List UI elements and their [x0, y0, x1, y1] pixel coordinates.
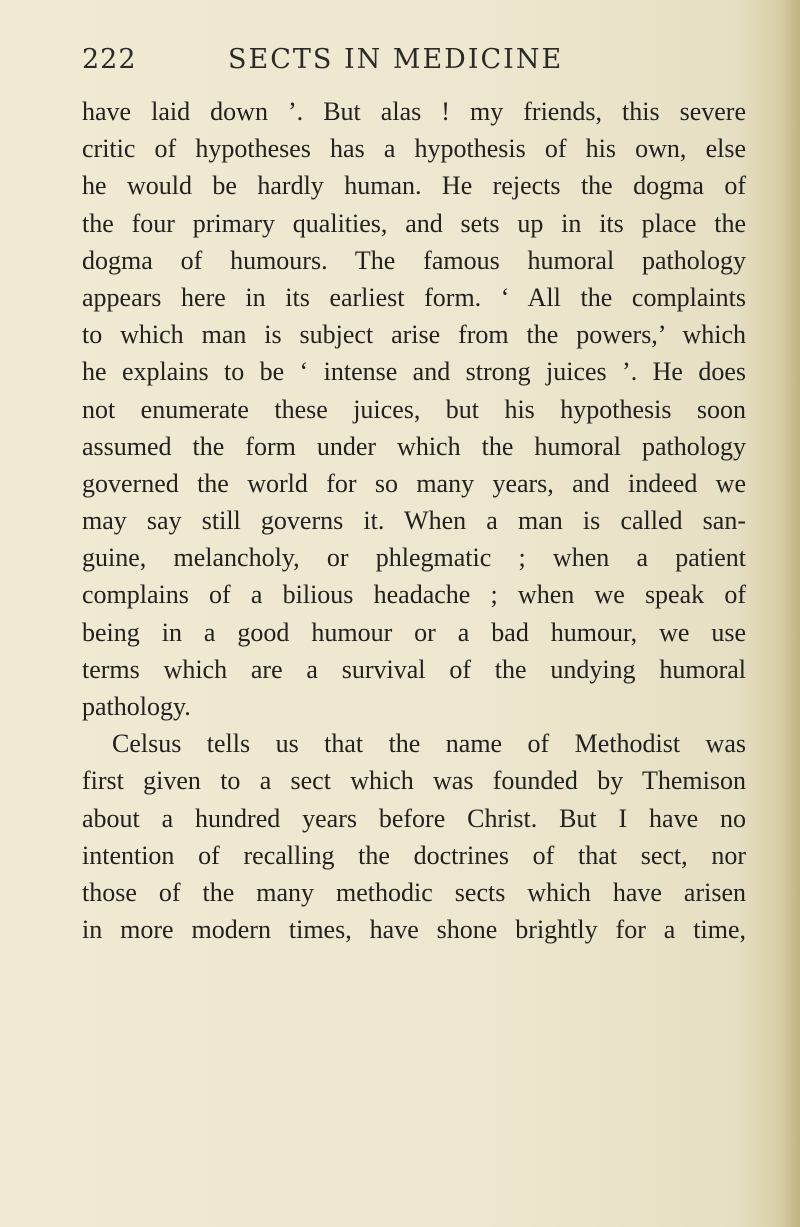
paragraph-end-line: pathology.: [82, 692, 191, 721]
text-line: those of the many methodic sects which have arisen: [82, 877, 746, 907]
body-text: [82, 93, 746, 948]
text-line: guine, melancholy, or phlegmatic ; when a patient: [82, 543, 746, 573]
text-line: he explains to be ‘ intense and strong juices ’. He does: [82, 357, 746, 387]
text-line: being in a good humour or a bad humour, we use: [82, 617, 746, 647]
text-line: appears here in its earliest form. ‘ All the complaints: [82, 282, 746, 312]
text-line: governed the world for so many years, and indeed we: [82, 468, 746, 498]
text-line: dogma of humours. The famous humoral pathology: [82, 245, 746, 275]
text-line: have laid down ’. But alas ! my friends, this severe: [82, 97, 746, 126]
text-line: critic of hypotheses has a hypothesis of his own, else: [82, 134, 746, 164]
text-line: to which man is subject arise from the powers,’ which: [82, 320, 746, 350]
paragraph-start-line: Celsus tells us that the name of Methodist was: [112, 729, 746, 759]
text-line: first given to a sect which was founded by Themison: [82, 766, 746, 796]
text-line: he would be hardly human. He rejects the dogma of: [82, 171, 746, 201]
text-line: terms which are a survival of the undying humoral: [82, 654, 746, 684]
text-line: not enumerate these juices, but his hypothesis soon: [82, 394, 746, 424]
page-edge-shadow: [782, 0, 800, 1227]
page-title: SECTS IN MEDICINE: [228, 44, 564, 75]
text-line: intention of recalling the doctrines of that sect, nor: [82, 840, 746, 870]
text-line: about a hundred years before Christ. But I have no: [82, 803, 746, 833]
page-number: 222: [82, 44, 137, 75]
text-line: the four primary qualities, and sets up in its place the: [82, 208, 746, 238]
text-line: assumed the form under which the humoral pathology: [82, 431, 746, 461]
text-line: in more modern times, have shone brightly for a time,: [82, 915, 746, 945]
text-line: complains of a bilious headache ; when we speak of: [82, 580, 746, 610]
text-line: may say still governs it. When a man is called san-: [82, 506, 746, 536]
running-head: [82, 44, 742, 84]
